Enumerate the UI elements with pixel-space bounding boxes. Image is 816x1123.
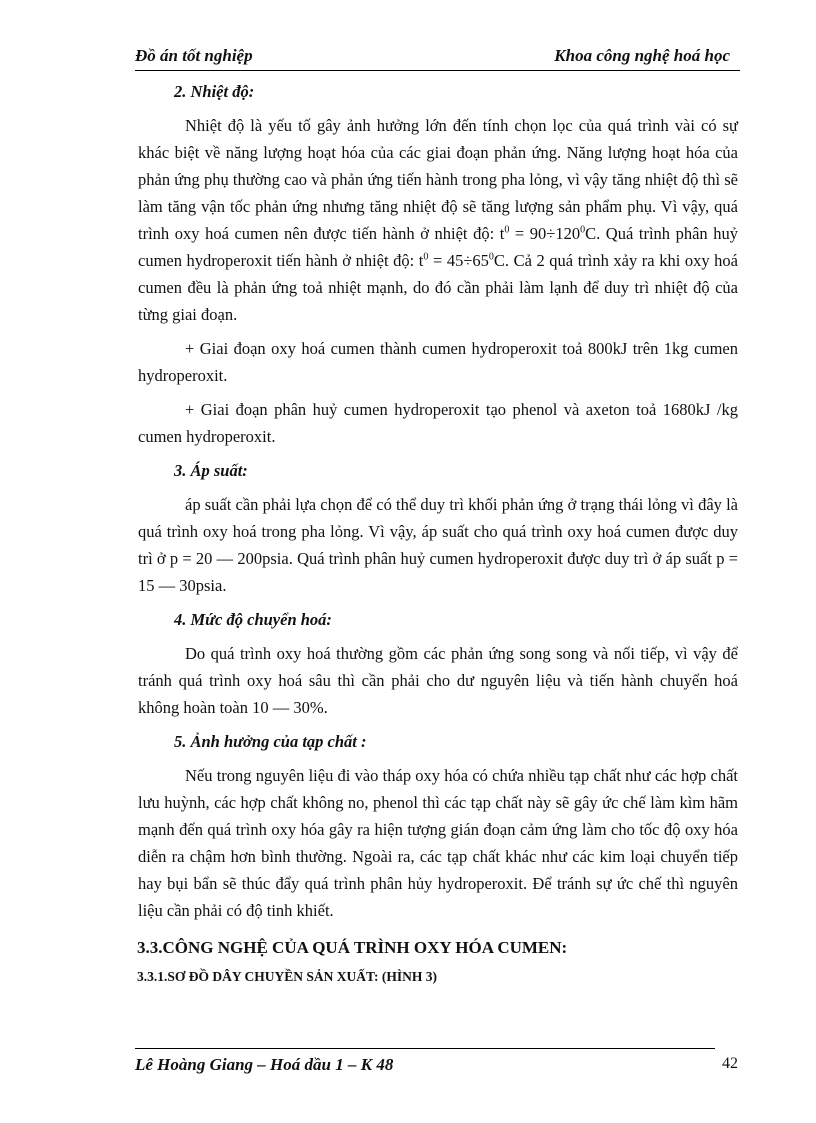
section-2-paragraph-3: + Giai đoạn phân huỷ cumen hydroperoxit tạo phenol và axeton toả 1680kJ /kg cumen hydroperoxit. <box>138 400 738 446</box>
section-2-paragraph-2: + Giai đoạn oxy hoá cumen thành cumen hydroperoxit toả 800kJ trên 1kg cumen hydroperoxit. <box>138 339 738 385</box>
section-3-paragraph-1: áp suất cần phải lựa chọn để có thể duy trì khối phản ứng ở trạng thái lỏng vì đây là quá trình oxy hoá trong pha lỏng. Vì vậy, áp suất cho quá trình oxy hoá cumen được duy trì ở p = 20 — 200psia. Quá trình phân huỷ cumen hydroperoxit được duy trì ở áp suất p = 15 — 30psia. <box>138 495 738 595</box>
chapter-3-3-1-heading: 3.3.1.SƠ ĐỒ DÂY CHUYỀN SẢN XUẤT: (HÌNH 3) <box>137 969 438 984</box>
page-header <box>135 44 740 71</box>
page-number: 42 <box>722 1055 738 1072</box>
section-4-heading: 4. Mức độ chuyển hoá: <box>174 610 332 629</box>
footer-author: Lê Hoàng Giang – Hoá dầu 1 – K 48 <box>135 1055 394 1074</box>
page-body <box>138 78 738 988</box>
chapter-3-3-heading: 3.3.CÔNG NGHỆ CỦA QUÁ TRÌNH OXY HÓA CUMEN: <box>137 938 568 957</box>
section-5-paragraph-1: Nếu trong nguyên liệu đi vào tháp oxy hóa có chứa nhiều tạp chất như các hợp chất lưu huỳnh, các hợp chất không no, phenol thì các tạp chất này sẽ gây ức chế làm kìm hãm mạnh đến quá trình oxy hóa gây ra hiện tượng gián đoạn cảm ứng làm cho tốc độ oxy hóa diễn ra chậm hơn bình thường. Ngoài ra, các tạp chất khác như các kim loại chuyển tiếp hay bụi bẩn sẽ thúc đẩy quá trình phân hủy hydroperoxit. Để tránh sự ức chế thì nguyên liệu cần phải có độ tinh khiết. <box>138 766 738 920</box>
section-2-heading: 2. Nhiệt độ: <box>174 82 255 101</box>
section-3-heading: 3. Áp suất: <box>174 461 248 480</box>
footer-divider <box>135 1048 715 1049</box>
section-2-paragraph-1: Nhiệt độ là yếu tố gây ảnh hưởng lớn đến tính chọn lọc của quá trình vài có sự khác biệt về năng lượng hoạt hóa của các giai đoạn phản ứng. Năng lượng hoạt hóa của phản ứng phụ thường cao và phản ứng tiến hành trong pha lỏng, vì vậy tăng nhiệt độ thì sẽ làm tăng vận tốc phản ứng nhưng tăng nhiệt độ sẽ tăng lượng sản phẩm phụ. Vì vậy, quá trình oxy hoá cumen nên được tiến hành ở nhiệt độ: $t^0 = 90\div 120^0C$. Quá trình phân huỷ cumen hydroperoxit tiến hành ở nhiệt độ: $t^0 = 45\div 65^0C$. Cả 2 quá trình xảy ra khi oxy hoá cumen đều là phản ứng toả nhiệt mạnh, do đó cần phải làm lạnh để duy trì nhiệt độ của từng giai đoạn. <box>138 116 739 324</box>
header-left-title: Đồ án tốt nghiệp <box>135 46 253 65</box>
section-4-paragraph-1: Do quá trình oxy hoá thường gồm các phản ứng song song và nối tiếp, vì vậy để tránh quá trình oxy hoá sâu thì cần phải cho dư nguyên liệu và tiến hành chuyển hoá không hoàn toàn 10 — 30%. <box>138 644 738 717</box>
header-right-title: Khoa công nghệ hoá học <box>554 46 730 65</box>
section-5-heading: 5. Ảnh hưởng của tạp chất : <box>174 732 367 751</box>
